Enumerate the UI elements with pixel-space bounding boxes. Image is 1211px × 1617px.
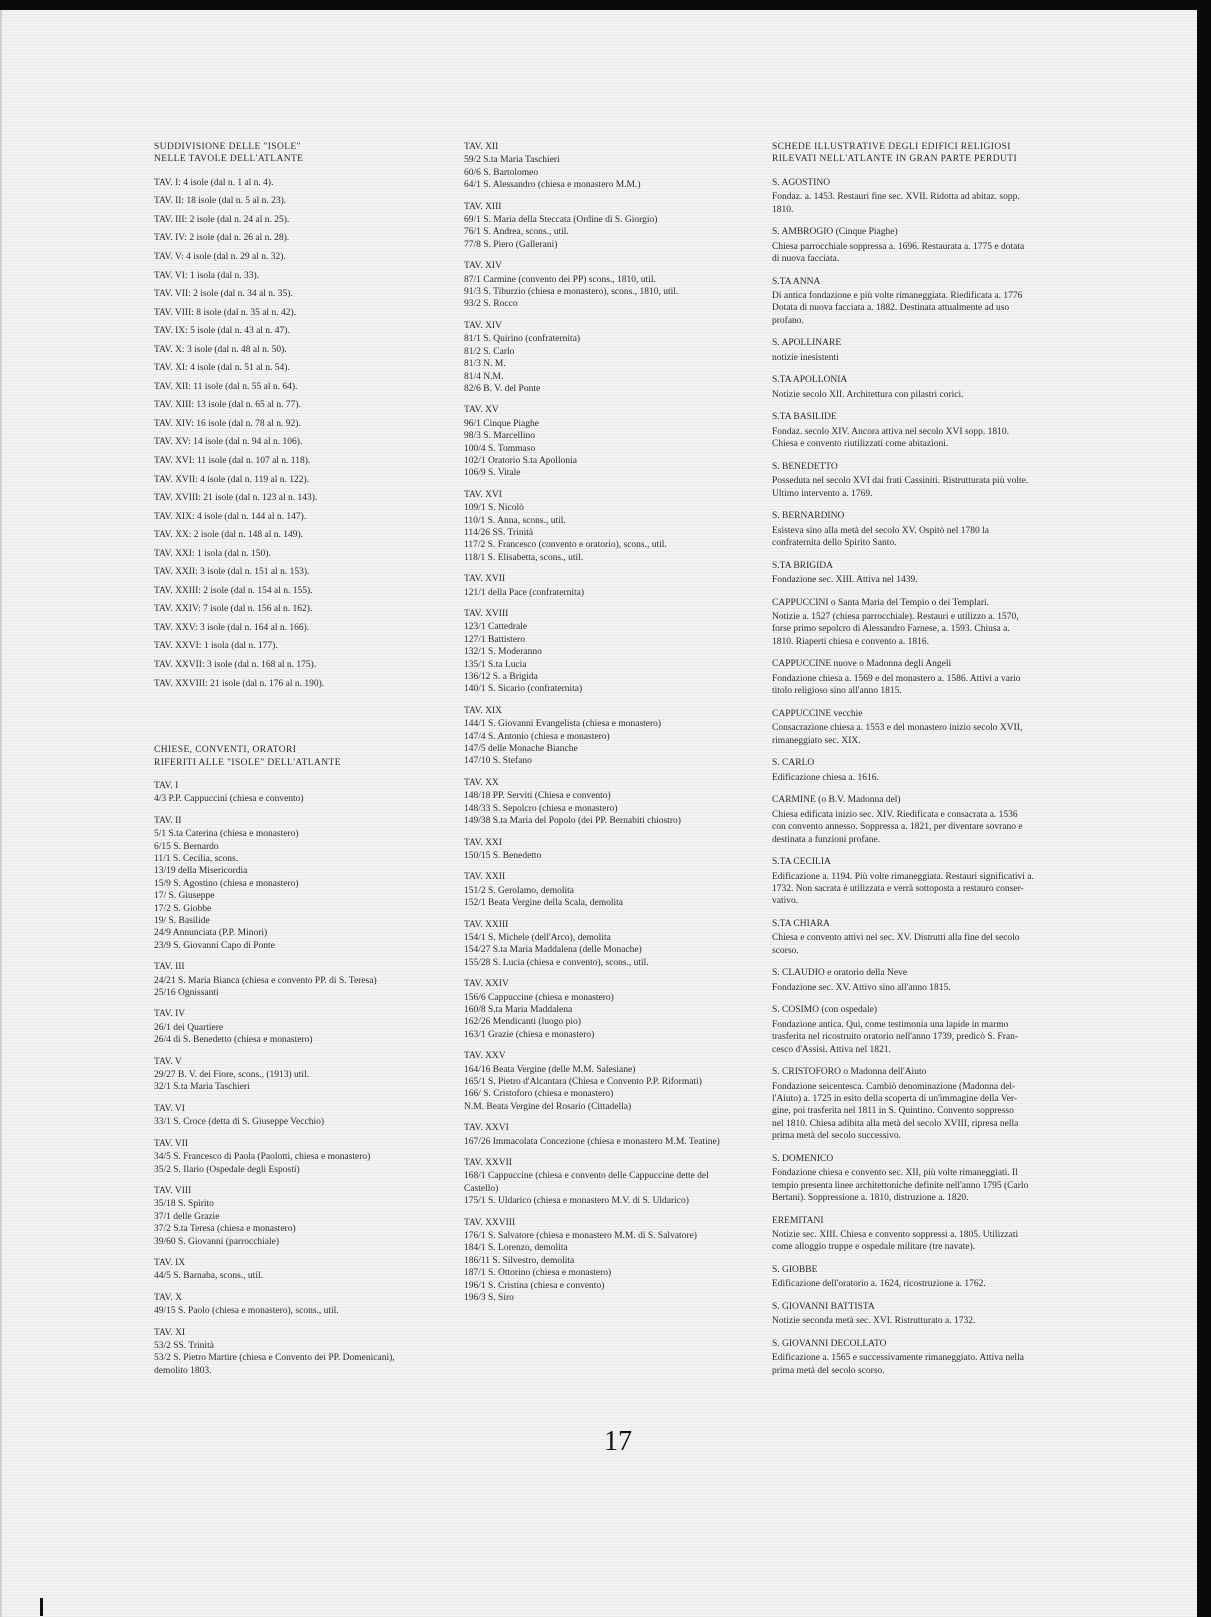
scheda-entry	[772, 708, 1037, 747]
scheda-text-line: nel 1810. Chiesa adibita alla metà del secolo XVIII, ripresa nella	[772, 1118, 1019, 1129]
church-entry: 147/4 S. Antonio (chiesa e monastero)	[464, 731, 610, 742]
scheda-text-line: Di antica fondazione e più volte rimaneggiata. Riedificata a. 1776	[772, 291, 1023, 302]
church-entry: 37/2 S.ta Teresa (chiesa e monastero)	[154, 1224, 296, 1235]
tav-island-line: TAV. XXVI: 1 isola (dal n. 177).	[154, 641, 278, 652]
tav-group	[464, 320, 754, 395]
scheda-text-line: Chiesa e convento riutilizzati come abitazioni.	[772, 439, 949, 450]
scheda-text-line: notizie inesistenti	[772, 352, 839, 363]
church-entry: 23/9 S. Giovanni Capo di Ponte	[154, 940, 275, 951]
scheda-text-line: Ultimo intervento a. 1769.	[772, 488, 873, 499]
column-middle	[464, 141, 754, 1314]
scheda-title: S. APOLLINARE	[772, 338, 842, 349]
scheda-entry	[772, 1153, 1037, 1205]
church-entry: 59/2 S.ta Maria Taschieri	[464, 155, 560, 166]
church-entry: 53/2 SS. Trinità	[154, 1340, 214, 1351]
tav-island-line: TAV. IV: 2 isole (dal n. 26 al n. 28).	[154, 233, 290, 244]
church-entry: 81/3 N. M.	[464, 359, 506, 370]
tav-group	[464, 573, 754, 599]
scheda-entry	[772, 374, 1037, 401]
scheda-text-line: prima metà del secolo successivo.	[772, 1131, 902, 1142]
scheda-title: CAPPUCCINE vecchie	[772, 708, 863, 719]
scheda-text-line: l'Aiuto) a. 1725 in esito della scoperta di un'immagine della Ver-	[772, 1093, 1017, 1104]
scheda-entry	[772, 1066, 1037, 1142]
church-entry: 6/15 S. Bernardo	[154, 841, 219, 852]
church-entry: 98/3 S. Marcellino	[464, 431, 535, 442]
scheda-text-line: vativo.	[772, 896, 799, 907]
section-heading-schede	[772, 141, 1037, 166]
scheda-text-line: Fondaz. secolo XIV. Ancora attiva nel secolo XVI sopp. 1810.	[772, 426, 1010, 437]
tav-group	[464, 919, 754, 970]
tav-group	[464, 1050, 754, 1113]
church-entry: 17/ S. Giuseppe	[154, 891, 215, 902]
church-entry: 196/3 S. Siro	[464, 1293, 514, 1304]
church-entry: 11/1 S. Cecilia, scons.	[154, 853, 239, 864]
church-entry: 140/1 S. Sicario (confraternita)	[464, 684, 583, 695]
tav-group-title: TAV. XVIII	[464, 609, 509, 619]
tav-group-title: TAV. XX	[464, 777, 499, 788]
tav-island-line: TAV. XX: 2 isole (dal n. 148 al n. 149).	[154, 530, 304, 541]
church-entry: 26/4 di S. Benedetto (chiesa e monastero)	[154, 1035, 313, 1046]
tav-group	[464, 489, 754, 564]
tav-island-line: TAV. XIV: 16 isole (dal n. 78 al n. 92).	[154, 418, 301, 429]
scheda-entry	[772, 658, 1037, 697]
scheda-text-line: destinata a funzioni profane.	[772, 834, 881, 845]
scheda-text-line: cesco d'Assisi. Attiva nel 1821.	[772, 1044, 891, 1055]
scheda-text-line: Dotata di nuova facciata a. 1882. Destinata attualmente ad uso	[772, 303, 1010, 314]
scheda-entry	[772, 461, 1037, 500]
scheda-title: CAPPUCCINE nuove o Madonna degli Angeli	[772, 659, 952, 670]
scheda-title: S.TA APOLLONIA	[772, 375, 848, 386]
church-entry: 160/8 S.ta Maria Maddalena	[464, 1004, 573, 1015]
tav-group	[464, 705, 754, 768]
tav-island-line: TAV. XVI: 11 isole (dal n. 107 al n. 118).	[154, 456, 311, 467]
section-heading-churches	[154, 744, 424, 769]
tav-group-title: TAV. XII	[464, 142, 499, 152]
scan-right-border	[1197, 0, 1211, 1617]
church-entry: 77/8 S. Piero (Gallerani)	[464, 239, 558, 250]
church-entry: 114/26 SS. Trinità	[464, 527, 534, 538]
scheda-entry	[772, 226, 1037, 265]
scheda-text-line: 1732. Non sacrata è utilizzata e verrà sottoposta a restauro conser-	[772, 883, 1024, 894]
scheda-text-line: Notizie sec. XIII. Chiesa e convento soppressi a. 1805. Utilizzati	[772, 1229, 1019, 1240]
church-entry: 168/1 Cappuccine (chiesa e convento delle Cappuccine dette del	[464, 1171, 709, 1182]
tav-island-line: TAV. XXIV: 7 isole (dal n. 156 al n. 162).	[154, 604, 313, 615]
tav-island-line: TAV. VIII: 8 isole (dal n. 35 al n. 42).	[154, 307, 296, 318]
tav-group	[154, 1056, 424, 1094]
tav-group-title: TAV. X	[154, 1292, 182, 1303]
tav-group-title: TAV. VIII	[154, 1185, 192, 1196]
church-entry: 106/9 S. Vitale	[464, 468, 521, 479]
scheda-title: S.TA ANNA	[772, 276, 821, 287]
church-entry: 87/1 Carmine (convento dei PP) scons., 1810, util.	[464, 274, 656, 285]
church-entry: 49/15 S. Paolo (chiesa e monastero), scons., util.	[154, 1306, 339, 1317]
scheda-text-line: Chiesa edificata inizio sec. XIV. Riedificata e consacrata a. 1536	[772, 809, 1018, 820]
tav-group	[154, 1103, 424, 1129]
column-left	[154, 141, 424, 1386]
scheda-entry	[772, 276, 1037, 328]
church-entry: 165/1 S. Pietro d'Alcantara (Chiesa e Convento P.P. Riformati)	[464, 1077, 702, 1087]
scheda-text-line: Notizie secolo XII. Architettura con pilastri corici.	[772, 389, 964, 400]
church-entry: Castello)	[464, 1183, 499, 1194]
church-entry: 118/1 S. Elisabetta, scons., util.	[464, 552, 584, 563]
church-entry: 24/9 Annunciata (P.P. Minori)	[154, 928, 268, 939]
scheda-entry	[772, 757, 1037, 784]
church-entry: 60/6 S. Bartolomeo	[464, 167, 539, 178]
scheda-text-line: scorso.	[772, 945, 799, 956]
tav-group	[464, 1157, 754, 1208]
tav-island-line: TAV. I: 4 isole (dal n. 1 al n. 4).	[154, 177, 274, 188]
scheda-text-line: Notizie seconda metà sec. XVI. Ristrutturato a. 1732.	[772, 1316, 976, 1327]
section-heading-islands	[154, 141, 424, 166]
church-entry: 13/19 della Misericordia	[154, 866, 248, 877]
scheda-text-line: con convento annesso. Soppressa a. 1821, per diventare sovrano e	[772, 822, 1023, 833]
tav-group-title: TAV. XIV	[464, 320, 502, 331]
churches-list-left	[154, 780, 424, 1377]
islands-list	[154, 177, 424, 690]
church-entry: 162/26 Mendicanti (luogo pio)	[464, 1017, 581, 1028]
scheda-entry	[772, 1215, 1037, 1254]
scheda-text-line: Bertani). Soppressione a. 1810, distruzione a. 1820.	[772, 1192, 969, 1203]
schede-list	[772, 177, 1037, 1377]
tav-group-title: TAV. IX	[154, 1257, 186, 1268]
scheda-entry	[772, 1004, 1037, 1056]
church-entry: 156/6 Cappuccine (chiesa e monastero)	[464, 992, 614, 1003]
scheda-text-line: prima metà del secolo scorso.	[772, 1365, 885, 1376]
church-entry: 39/60 S. Giovanni (parrocchiale)	[154, 1236, 280, 1247]
church-entry: 81/2 S. Carlo	[464, 346, 515, 357]
tav-island-line: TAV. XXVII: 3 isole (dal n. 168 al n. 175).	[154, 660, 317, 671]
church-entry: 24/21 S. Maria Bianca (chiesa e convento PP. di S. Teresa)	[154, 975, 377, 986]
church-entry: 186/11 S. Silvestro, demolita	[464, 1255, 575, 1266]
scheda-text-line: Chiesa parrocchiale soppressa a. 1696. Restaurata a. 1775 e dotata	[772, 241, 1025, 252]
tav-group-title: TAV. XIX	[464, 705, 502, 716]
church-entry: 155/28 S. Lucia (chiesa e convento), scons., util.	[464, 957, 649, 968]
scheda-text-line: Edificazione chiesa a. 1616.	[772, 772, 879, 783]
church-entry: 93/2 S. Rocco	[464, 299, 518, 310]
scheda-title: S. COSIMO (con ospedale)	[772, 1005, 878, 1016]
scheda-text-line: gine, poi trasferita nel 1811 in S. Quintino. Convento soppresso	[772, 1106, 1014, 1117]
scan-top-border	[0, 0, 1211, 10]
church-entry: 91/3 S. Tiburzio (chiesa e monastero), scons., 1810, util.	[464, 287, 679, 298]
church-entry: 184/1 S. Lorenzo, demolita	[464, 1243, 568, 1254]
scheda-text-line: confraternita dello Spirito Santo.	[772, 538, 897, 549]
scheda-text-line: Fondazione chiesa a. 1569 e del monastero a. 1586. Attivi a vario	[772, 673, 1021, 684]
tav-island-line: TAV. XVIII: 21 isole (dal n. 123 al n. 143).	[154, 493, 318, 504]
church-entry: 144/1 S. Giovanni Evangelista (chiesa e monastero)	[464, 719, 662, 730]
church-entry: 164/16 Beata Vergine (delle M.M. Salesiane)	[464, 1064, 636, 1075]
church-entry: 15/9 S. Agostino (chiesa e monastero)	[154, 878, 299, 889]
scheda-entry	[772, 1301, 1037, 1328]
scheda-entry	[772, 1338, 1037, 1377]
tav-group	[154, 780, 424, 806]
tav-group-title: TAV. XXVIII	[464, 1217, 516, 1228]
church-entry: 34/5 S. Francesco di Paola (Paolotti, chiesa e monastero)	[154, 1152, 371, 1163]
scheda-text-line: profano.	[772, 315, 804, 326]
scheda-title: EREMITANI	[772, 1215, 824, 1226]
tav-group-title: TAV. II	[154, 815, 182, 826]
scheda-title: S. AMBROGIO (Cinque Piaghe)	[772, 227, 898, 238]
church-entry: 81/4 N.M.	[464, 371, 504, 382]
church-entry: 147/5 delle Monache Bianche	[464, 744, 578, 755]
scheda-entry	[772, 337, 1037, 364]
church-entry: 163/1 Grazie (chiesa e monastero)	[464, 1029, 595, 1040]
tav-island-line: TAV. XXI: 1 isola (dal n. 150).	[154, 548, 271, 559]
scheda-text-line: Notizie a. 1527 (chiesa parrocchiale). Restauri e utilizzo a. 1570,	[772, 612, 1019, 623]
tav-island-line: TAV. VII: 2 isole (dal n. 34 al n. 35).	[154, 289, 293, 300]
tav-group-title: TAV. III	[154, 962, 185, 973]
tav-group-title: TAV. XVII	[464, 574, 506, 585]
church-entry: 166/ S. Cristoforo (chiesa e monastero)	[464, 1089, 614, 1100]
church-entry: 167/26 Immacolata Concezione (chiesa e monastero M.M. Teatine)	[464, 1136, 720, 1147]
church-entry: 152/1 Beata Vergine della Scala, demolita	[464, 898, 623, 909]
tav-island-line: TAV. XXVIII: 21 isole (dal n. 176 al n. 190).	[154, 678, 325, 689]
scheda-text-line: rimaneggiato sec. XIX.	[772, 735, 861, 746]
church-entry: 175/1 S. Uldarico (chiesa e monastero M.V. di S. Uldarico)	[464, 1196, 689, 1207]
church-entry: N.M. Beata Vergine del Rosario (Cittadella)	[464, 1101, 632, 1112]
church-entry: 154/27 S.ta Maria Maddalena (delle Monache)	[464, 945, 642, 956]
heading-line: RIFERITI ALLE "ISOLE" DELL'ATLANTE	[154, 757, 341, 768]
scheda-text-line: Edificazione a. 1565 e successivamente rimaneggiato. Attiva nella	[772, 1353, 1024, 1364]
tav-group-title: TAV. VII	[154, 1138, 189, 1149]
scheda-title: S. DOMENICO	[772, 1153, 834, 1164]
scheda-entry	[772, 1264, 1037, 1291]
tav-group-title: TAV. IV	[154, 1009, 186, 1020]
tav-group-title: TAV. XI	[154, 1327, 186, 1338]
church-entry: 53/2 S. Pietro Martire (chiesa e Convento dei PP. Domenicani),	[154, 1353, 395, 1364]
scheda-entry	[772, 510, 1037, 549]
scheda-entry	[772, 918, 1037, 957]
tav-island-line: TAV. II: 18 isole (dal n. 5 al n. 23).	[154, 196, 287, 207]
tav-group	[464, 837, 754, 863]
church-entry: 35/2 S. Ilario (Ospedale degli Esposti)	[154, 1164, 300, 1175]
tav-group-title: TAV. XXVII	[464, 1158, 512, 1169]
heading-line: SUDDIVISIONE DELLE "ISOLE"	[154, 142, 301, 152]
church-entry: 5/1 S.ta Caterina (chiesa e monastero)	[154, 829, 299, 840]
tav-island-line: TAV. III: 2 isole (dal n. 24 al n. 25).	[154, 214, 290, 225]
scheda-text-line: Chiesa e convento attivi nel sec. XV. Distrutti alla fine del secolo	[772, 933, 1020, 944]
tav-group-title: TAV. I	[154, 780, 179, 791]
heading-line: CHIESE, CONVENTI, ORATORI	[154, 745, 297, 756]
church-entry: 81/1 S. Quirino (confraternita)	[464, 334, 581, 345]
scheda-entry	[772, 560, 1037, 587]
church-entry: 117/2 S. Francesco (convento e oratorio), scons., util.	[464, 540, 667, 551]
tav-group	[464, 608, 754, 696]
scheda-text-line: Edificazione a. 1194. Più volte rimaneggiata. Restauri significativi a.	[772, 871, 1034, 882]
church-entry: 69/1 S. Maria della Steccata (Ordine di S. Giorgio)	[464, 215, 658, 226]
scheda-title: S. CRISTOFORO o Madonna dell'Aiuto	[772, 1067, 927, 1078]
tav-group	[154, 1292, 424, 1318]
tav-group-title: TAV. VI	[154, 1103, 185, 1114]
church-entry: 148/33 S. Sepolcro (chiesa e monastero)	[464, 803, 618, 814]
tav-island-line: TAV. XVII: 4 isole (dal n. 119 al n. 122).	[154, 474, 310, 485]
church-entry: 132/1 S. Moderanno	[464, 647, 542, 658]
scheda-text-line: tempio presenta linee architettoniche definite nell'anno 1795 (Carlo	[772, 1180, 1029, 1191]
tav-group	[154, 1185, 424, 1248]
scheda-title: S.TA CECILIA	[772, 857, 831, 868]
tav-group	[464, 260, 754, 311]
scheda-title: S. GIOBBE	[772, 1264, 818, 1275]
tav-group-title: TAV. XV	[464, 405, 499, 416]
column-right	[772, 141, 1037, 1387]
church-entry: 109/1 S. Nicolò	[464, 503, 524, 514]
scheda-title: S.TA BRIGIDA	[772, 560, 833, 571]
church-entry: 135/1 S.ta Lucia	[464, 659, 527, 670]
scheda-title: S. BERNARDINO	[772, 511, 845, 522]
tav-island-line: TAV. XIX: 4 isole (dal n. 144 al n. 147).	[154, 511, 307, 522]
tav-group	[464, 1217, 754, 1305]
church-entry: 110/1 S. Anna, scons., util.	[464, 515, 566, 526]
church-entry: 82/6 B. V. del Ponte	[464, 383, 541, 394]
tav-group	[464, 404, 754, 479]
scheda-text-line: come alloggio truppe e ospedale militare (tre navate).	[772, 1242, 976, 1253]
church-entry: 29/27 B. V. dei Fiore, scons., (1913) util.	[154, 1070, 310, 1081]
tav-group	[154, 1008, 424, 1046]
tav-group	[464, 1122, 754, 1148]
tav-group-title: TAV. XXV	[464, 1051, 506, 1062]
tav-island-line: TAV. XXIII: 2 isole (dal n. 154 al n. 155).	[154, 585, 313, 596]
tav-group	[464, 777, 754, 828]
scheda-title: S.TA CHIARA	[772, 918, 830, 929]
church-entry: 151/2 S. Gerolamo, demolita	[464, 885, 575, 896]
church-entry: demolito 1803.	[154, 1365, 212, 1376]
church-entry: 26/1 dei Quartiere	[154, 1022, 224, 1033]
scan-corner-mark	[40, 1598, 43, 1616]
tav-group	[464, 978, 754, 1041]
church-entry: 196/1 S. Cristina (chiesa e convento)	[464, 1280, 605, 1291]
heading-line: RILEVATI NELL'ATLANTE IN GRAN PARTE PERDUTI	[772, 154, 1018, 165]
scheda-text-line: Posseduta nel secolo XVI dai frati Cassiniti. Ristrutturata più volte.	[772, 476, 1029, 487]
tav-island-line: TAV. XXV: 3 isole (dal n. 164 al n. 166).	[154, 622, 310, 633]
church-entry: 33/1 S. Croce (detta di S. Giuseppe Vecchio)	[154, 1117, 324, 1128]
church-entry: 102/1 Oratorio S.ta Apollonia	[464, 455, 577, 466]
scheda-text-line: Fondazione chiesa e convento sec. XII, più volte rimaneggiati. Il	[772, 1168, 1018, 1179]
churches-list-middle	[464, 141, 754, 1305]
church-entry: 148/18 PP. Serviti (Chiesa e convento)	[464, 791, 611, 802]
tav-island-line: TAV. XV: 14 isole (dal n. 94 al n. 106).	[154, 437, 303, 448]
church-entry: 187/1 S. Ottorino (chiesa e monastero)	[464, 1268, 612, 1279]
scheda-title: S.TA BASILIDE	[772, 412, 837, 423]
tav-group-title: TAV. XIII	[464, 201, 502, 212]
church-entry: 44/5 S. Barnaba, scons., util.	[154, 1271, 263, 1282]
heading-line: SCHEDE ILLUSTRATIVE DEGLI EDIFICI RELIGIOSI	[772, 142, 1011, 152]
scheda-title: CARMINE (o B.V. Madonna del)	[772, 795, 901, 806]
church-entry: 154/1 S. Michele (dell'Arco), demolita	[464, 932, 611, 943]
church-entry: 121/1 della Pace (confraternita)	[464, 587, 585, 598]
scheda-text-line: Fondazione sec. XV. Attivo sino all'anno 1815.	[772, 982, 951, 993]
church-entry: 96/1 Cinque Piaghe	[464, 418, 539, 429]
tav-group	[154, 1138, 424, 1176]
scheda-text-line: Esisteva sino alla metà del secolo XV. Ospitò nel 1780 la	[772, 525, 989, 536]
scheda-text-line: Fondaz. a. 1453. Restauri fine sec. XVII. Ridotta ad abitaz. sopp.	[772, 192, 1020, 203]
heading-line: NELLE TAVOLE DELL'ATLANTE	[154, 154, 304, 165]
scheda-text-line: 1810. Riaperti chiesa e convento a. 1816.	[772, 636, 929, 647]
tav-island-line: TAV. IX: 5 isole (dal n. 43 al n. 47).	[154, 326, 290, 337]
church-entry: 147/10 S. Stefano	[464, 756, 532, 767]
tav-group-title: TAV. XXIII	[464, 919, 509, 930]
tav-group	[464, 201, 754, 252]
church-entry: 150/15 S. Benedetto	[464, 850, 542, 861]
tav-group-title: TAV. XXVI	[464, 1123, 509, 1134]
scheda-text-line: Fondazione seicentesca. Cambiò denominazione (Madonna del-	[772, 1081, 1016, 1092]
church-entry: 4/3 P.P. Cappuccini (chiesa e convento)	[154, 794, 304, 805]
tav-island-line: TAV. V: 4 isole (dal n. 29 al n. 32).	[154, 252, 286, 262]
tav-group-title: TAV. XVI	[464, 489, 502, 500]
scheda-entry	[772, 177, 1037, 216]
tav-group	[154, 815, 424, 952]
scheda-text-line: 1810.	[772, 204, 794, 215]
scheda-text-line: trasferita nel ricostruito oratorio nell'anno 1739, predicò S. Fran-	[772, 1032, 1019, 1043]
scheda-title: CAPPUCCINI o Santa Maria del Tempio o dei Templari.	[772, 597, 990, 608]
scheda-title: S. GIOVANNI BATTISTA	[772, 1301, 875, 1312]
scheda-text-line: di nuova facciata.	[772, 254, 840, 265]
scheda-text-line: Consacrazione chiesa a. 1553 e del monastero inizio secolo XVII,	[772, 723, 1023, 734]
tav-group-title: TAV. XIV	[464, 261, 502, 272]
scheda-entry	[772, 597, 1037, 649]
tav-group	[154, 1327, 424, 1378]
tav-group	[154, 1257, 424, 1283]
church-entry: 136/12 S. a Brigida	[464, 672, 538, 683]
church-entry: 76/1 S. Andrea, scons., util.	[464, 227, 569, 238]
scheda-title: S. BENEDETTO	[772, 461, 838, 472]
tav-island-line: TAV. XI: 4 isole (dal n. 51 al n. 54).	[154, 363, 290, 374]
tav-group-title: TAV. XXI	[464, 837, 502, 848]
tav-group	[464, 871, 754, 909]
church-entry: 32/1 S.ta Maria Taschieri	[154, 1082, 250, 1093]
scheda-title: S. AGOSTINO	[772, 177, 831, 188]
scheda-text-line: forse primo sepolcro di Alessandro Farnese, a. 1593. Chiusa a.	[772, 624, 1010, 635]
tav-group	[464, 141, 754, 192]
church-entry: 127/1 Battistero	[464, 634, 525, 645]
scheda-text-line: Fondazione antica. Qui, come testimonia una lapide in marmo	[772, 1019, 1009, 1030]
church-entry: 19/ S. Basilide	[154, 916, 210, 926]
church-entry: 64/1 S. Alessandro (chiesa e monastero M.M.)	[464, 180, 641, 191]
scheda-entry	[772, 856, 1037, 908]
church-entry: 149/38 S.ta Maria del Popolo (dei PP. Bernabiti chiostro)	[464, 816, 681, 827]
church-entry: 37/1 delle Grazie	[154, 1211, 220, 1222]
scheda-title: S. CARLO	[772, 758, 815, 769]
church-entry: 17/2 S. Giobbe	[154, 903, 212, 914]
page-number: 17	[604, 1426, 632, 1457]
tav-island-line: TAV. X: 3 isole (dal n. 48 al n. 50).	[154, 344, 287, 355]
scheda-text-line: Fondazione sec. XIII. Attiva nel 1439.	[772, 575, 918, 586]
scheda-entry	[772, 967, 1037, 994]
tav-group-title: TAV. XXIV	[464, 979, 509, 990]
tav-group	[154, 961, 424, 999]
tav-group-title: TAV. XXII	[464, 872, 506, 883]
tav-island-line: TAV. VI: 1 isola (dal n. 33).	[154, 270, 260, 281]
scheda-title: S. CLAUDIO e oratorio della Neve	[772, 968, 908, 979]
church-entry: 35/18 S. Spirito	[154, 1199, 214, 1210]
tav-island-line: TAV. XII: 11 isole (dal n. 55 al n. 64).	[154, 381, 298, 392]
church-entry: 25/16 Ognissanti	[154, 988, 219, 999]
tav-island-line: TAV. XIII: 13 isole (dal n. 65 al n. 77).	[154, 400, 301, 411]
scheda-title: S. GIOVANNI DECOLLATO	[772, 1338, 887, 1349]
scheda-entry	[772, 411, 1037, 450]
tav-island-line: TAV. XXII: 3 isole (dal n. 151 al n. 153).	[154, 567, 310, 578]
scheda-text-line: titolo religioso sino all'anno 1815.	[772, 686, 902, 697]
scheda-entry	[772, 794, 1037, 846]
tav-group-title: TAV. V	[154, 1056, 182, 1067]
church-entry: 123/1 Cattedrale	[464, 622, 528, 633]
church-entry: 176/1 S. Salvatore (chiesa e monastero M.M. di S. Salvatore)	[464, 1231, 697, 1242]
church-entry: 100/4 S. Tommaso	[464, 443, 536, 454]
scheda-text-line: Edificazione dell'oratorio a. 1624, ricostruzione a. 1762.	[772, 1279, 986, 1290]
